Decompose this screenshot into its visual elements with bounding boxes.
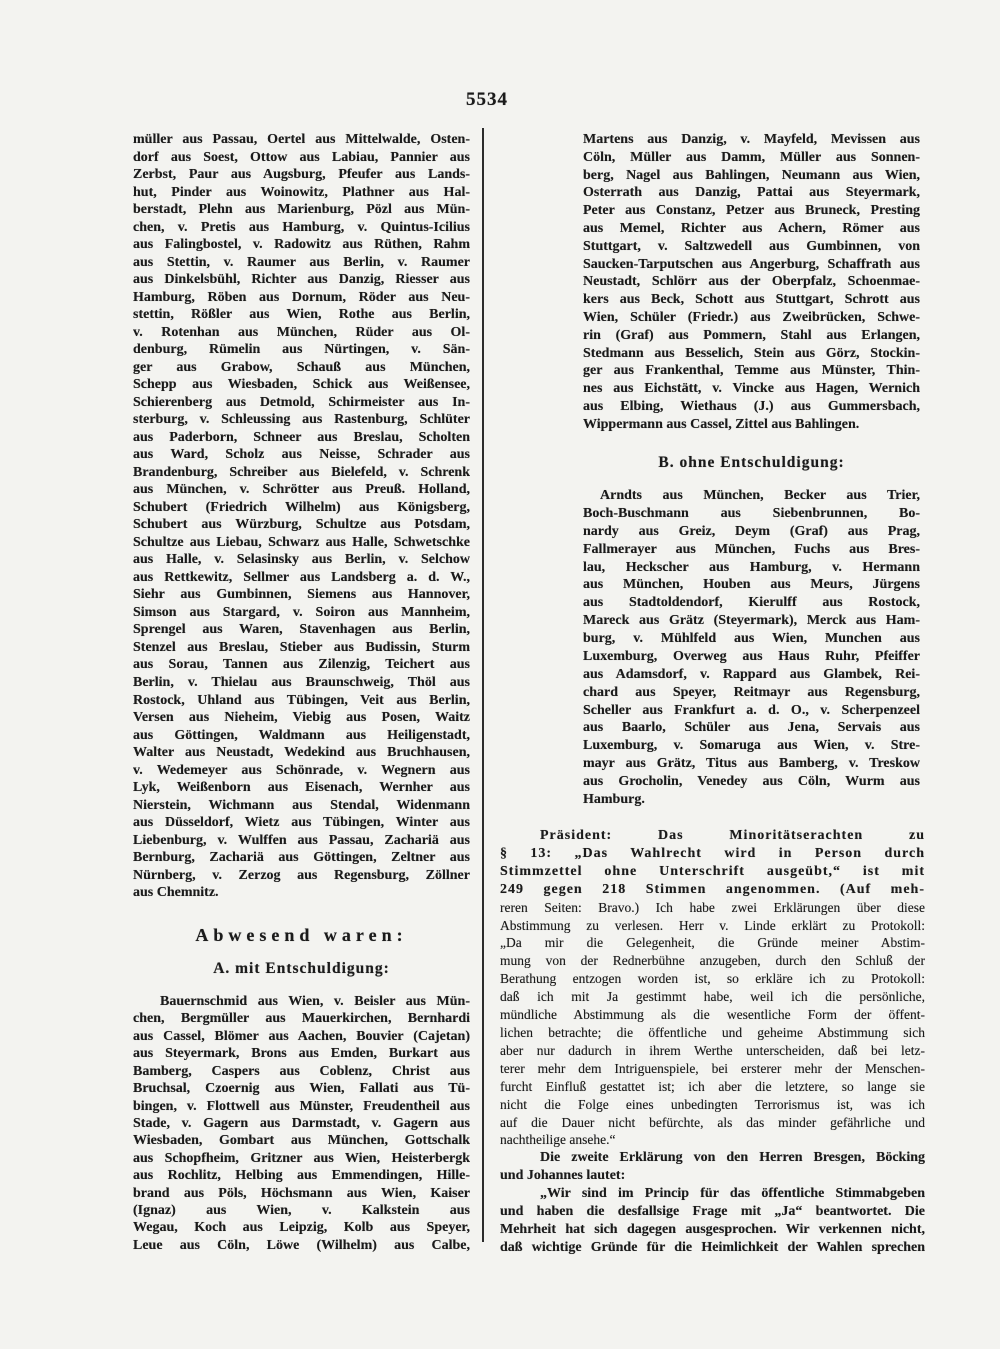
text-line: Wegau, Koch aus Leipzig, Kolb aus Speyer, <box>133 1220 470 1236</box>
text-line: aus Rochlitz, Helbing aus Emmendingen, Hille- <box>133 1168 470 1184</box>
text-line: Wiesbaden, Gombart aus München, Gottschalk <box>133 1133 470 1149</box>
text-line: Scheller aus Frankfurt a. d. O., v. Scherpenzeel <box>583 702 920 718</box>
text-line: Stenzel aus Breslau, Stieber aus Budissin, Sturm <box>133 639 470 655</box>
text-line: „Wir sind im Princip für das öffentliche Stimmabgeben <box>540 1186 925 1202</box>
text-line: aus Göttingen, Waldmann aus Heiligenstadt, <box>133 727 470 743</box>
text-line: Boch-Buschmann aus Siebenbrunnen, Bo- <box>583 505 920 521</box>
text-line: Osterrath aus Danzig, Pattai aus Steyermark, <box>583 185 920 201</box>
unexcused-members-list <box>583 487 920 809</box>
text-line: Liebenburg, v. Wulffen aus Passau, Zachariä aus <box>133 832 470 848</box>
second-declaration-quote <box>500 1185 925 1257</box>
text-line: Bruchsal, Czoernig aus Wien, Fallati aus Tü- <box>133 1081 470 1097</box>
text-line: nachtheilige ansehe.“ <box>500 1132 616 1148</box>
text-line: Neustadt, Schlörr aus der Oberpfalz, Schoenmae- <box>583 274 920 290</box>
present-members-list <box>133 131 470 902</box>
text-line: aus Steyermark, Brons aus Emden, Burkart aus <box>133 1046 470 1062</box>
president-paragraph-result <box>500 827 925 1149</box>
text-line: aber nur dadurch in ihrem Werthe unterscheiden, daß bei letz- <box>500 1042 925 1058</box>
text-line: aus Chemnitz. <box>133 885 219 901</box>
text-line: daß wichtige Gründe für die Heimlichkeit der Wahlen sprechen <box>500 1239 925 1255</box>
text-line: Versen aus Nieheim, Viebig aus Posen, Waitz <box>133 710 470 726</box>
text-line: Hamburg, Röben aus Dornum, Röder aus Neu- <box>133 289 470 305</box>
text-line: v. Wedemeyer aus Schönrade, v. Wegnern aus <box>133 762 470 778</box>
text-line: Stade, v. Gagern aus Darmstadt, v. Gagern aus <box>133 1115 470 1131</box>
text-line: Stimmzettel ohne Unterschrift ausgeübt,“ ist mit <box>500 863 925 879</box>
text-line: Berathung entzogen worden ist, so erkläre ich zu Protokoll: <box>500 971 925 987</box>
text-line: daß ich mit Ja gestimmt habe, weil ich die persönliche, <box>500 989 925 1005</box>
president-statement <box>500 827 925 1257</box>
second-declaration-intro <box>500 1149 925 1185</box>
text-line: Walter aus Neustadt, Wedekind aus Bruchhausen, <box>133 745 470 761</box>
text-line: nes aus Eichstätt, v. Vincke aus Hagen, Wernich <box>583 381 920 397</box>
text-line: terer mehr dem Intriguenspiele, bei ersterer mehr der Menschen- <box>500 1060 925 1076</box>
text-line: Die zweite Erklärung von den Herren Bresgen, Böcking <box>540 1150 925 1166</box>
excused-members-list-right <box>583 131 920 434</box>
text-line: mung von der Rednerbühne anzugeben, durch den Schluß der <box>500 953 925 969</box>
text-line: aus Baarlo, Schüler aus Jena, Servais aus <box>583 720 920 736</box>
excused-subheading: A. mit Entschuldigung: <box>213 960 390 977</box>
text-line: und haben die desfallsige Frage mit „Ja“ beantwortet. Die <box>500 1204 925 1220</box>
text-line: und Johannes lautet: <box>500 1168 626 1184</box>
text-line: Berlin, v. Thielau aus Braunschweig, Thöl aus <box>133 674 470 690</box>
text-line: Martens aus Danzig, v. Mayfeld, Mevissen aus <box>583 132 920 147</box>
text-line: Luxemburg, v. Somaruga aus Wien, v. Stre- <box>583 738 920 754</box>
text-line: Abstimmung zu verlesen. Herr v. Linde erklärt zu Protokoll: <box>500 917 925 933</box>
text-line: Bernburg, Zachariä aus Göttingen, Zeltner aus <box>133 850 470 866</box>
text-line: Hamburg. <box>583 791 645 807</box>
text-line: mündliche Abstimmung als die wesentliche Form der öffent- <box>500 1007 925 1023</box>
text-line: Nürnberg, v. Zerzog aus Regensburg, Zöllner <box>133 867 470 883</box>
text-line: lau, Heckscher aus Hamburg, v. Hermann <box>583 559 920 575</box>
text-line: nicht die Folge eines unbedingten Terrorismus ist, was ich <box>500 1096 925 1112</box>
text-line: aus Paderborn, Schneer aus Breslau, Scholten <box>133 429 470 445</box>
text-line: aus Elbing, Wiethaus (J.) aus Gummersbach, <box>583 398 920 414</box>
text-line: sterburg, v. Schleussing aus Rastenburg, Schlüter <box>133 412 470 428</box>
page-number: 5534 <box>466 89 508 110</box>
text-line: Arndts aus München, Becker aus Trier, <box>600 488 920 503</box>
text-line: müller aus Passau, Oertel aus Mittelwalde, Osten- <box>133 132 470 147</box>
text-line: Schubert aus Würzburg, Schultze aus Potsdam, <box>133 517 470 533</box>
text-line: aus München, v. Schrötter aus Preuß. Holland, <box>133 482 470 498</box>
text-line: § 13: „Das Wahlrecht wird in Person durch <box>500 845 925 861</box>
text-line: aus Grocholin, Venedey aus Cöln, Wurm aus <box>583 774 920 789</box>
text-line: Brandenburg, Schreiber aus Bielefeld, v. Schrenk <box>133 464 470 480</box>
text-line: Präsident: Das Minoritätserachten zu <box>540 828 925 843</box>
text-line: Simson aus Stargard, v. Soiron aus Mannheim, <box>133 604 470 620</box>
text-line: Sprengel aus Waren, Stavenhagen aus Berlin, <box>133 622 470 638</box>
text-line: 249 gegen 218 Stimmen angenommen. (Auf meh- <box>500 881 925 897</box>
text-line: reren Seiten: Bravo.) Ich habe zwei Erklärungen über diese <box>500 899 925 915</box>
text-line: ger aus Grabow, Schauß aus München, <box>133 359 470 375</box>
text-line: aus Rettkewitz, Sellmer aus Landsberg a. d. W., <box>133 569 470 585</box>
text-line: mayr aus Grätz, Titus aus Bamberg, v. Treskow <box>583 756 920 772</box>
text-line: aus Stettin, v. Raumer aus Berlin, v. Raumer <box>133 254 470 270</box>
text-line: berg, Nagel aus Bahlingen, Neumann aus Wien, <box>583 167 920 183</box>
excused-members-list-left <box>133 993 470 1254</box>
text-line: Bamberg, Caspers aus Coblenz, Christ aus <box>133 1063 470 1079</box>
text-line: Schepp aus Wiesbaden, Schick aus Weißensee, <box>133 377 470 393</box>
text-line: furcht Einfluß gestattet ist; ich aber die letztere, so lange sie <box>500 1078 925 1094</box>
text-line: lichen betrachte; die öffentliche und geheime Abstimmung sich <box>500 1024 925 1040</box>
text-line: aus Stadtoldendorf, Kierulff aus Rostock, <box>583 595 920 611</box>
text-line: Lyk, Weißenborn aus Eisenach, Wernher aus <box>133 780 470 796</box>
text-line: aus Sorau, Tannen aus Zilenzig, Teichert aus <box>133 657 470 673</box>
text-line: Mehrheit hat sich dagegen ausgesprochen. Wir verkennen nicht, <box>500 1221 925 1237</box>
text-line: Leue aus Cöln, Löwe (Wilhelm) aus Calbe, <box>133 1237 470 1253</box>
text-line: nardy aus Greiz, Deym (Graf) aus Prag, <box>583 523 920 539</box>
text-line: berstadt, Plehn aus Marienburg, Pözl aus Mün- <box>133 202 470 218</box>
absent-heading: Abwesend waren: <box>195 925 408 945</box>
text-line: Stuttgart, v. Saltzwedell aus Gumbinnen, von <box>583 238 920 254</box>
text-line: aus Memel, Richter aus Achern, Römer aus <box>583 220 920 236</box>
text-line: Zerbst, Paur aus Augsburg, Pfeufer aus Lands- <box>133 167 470 183</box>
text-line: Peter aus Constanz, Petzer aus Bruneck, Presting <box>583 203 920 219</box>
text-line: „Da mir die Gelegenheit, die Gründe meiner Abstim- <box>500 935 925 951</box>
text-line: burg, v. Mühlfeld aus Wien, Munchen aus <box>583 631 920 646</box>
text-line: chen, v. Pretis aus Hamburg, v. Quintus-Icilius <box>133 219 470 235</box>
text-line: bingen, v. Flottwell aus Münster, Freudentheil aus <box>133 1098 470 1114</box>
text-line: Rostock, Uhland aus Tübingen, Veit aus Berlin, <box>133 692 470 708</box>
text-line: Bauernschmid aus Wien, v. Beisler aus Mün- <box>160 994 470 1009</box>
text-line: Luxemburg, Overweg aus Haus Ruhr, Pfeiffer <box>583 648 920 664</box>
column-divider <box>482 128 484 1242</box>
text-line: v. Rotenhan aus München, Rüder aus Ol- <box>133 324 470 340</box>
text-line: Wippermann aus Cassel, Zittel aus Bahlingen. <box>583 416 860 432</box>
text-line: Mareck aus Grätz (Steyermark), Merck aus Ham- <box>583 613 920 629</box>
text-line: Saucken-Tarputschen aus Angerburg, Schaffrath aus <box>583 256 920 272</box>
text-line: brand aus Pöls, Höchsmann aus Wien, Kaiser <box>133 1185 470 1201</box>
text-line: aus Düsseldorf, Wietz aus Tübingen, Winter aus <box>133 815 470 831</box>
text-line: aus Cassel, Blömer aus Aachen, Bouvier (Cajetan) <box>133 1028 470 1044</box>
text-line: aus Adamsdorf, v. Rappard aus Glambek, Rei- <box>583 666 920 682</box>
text-line: Schultze aus Liebau, Schwarz aus Halle, Schwetschke <box>133 534 470 550</box>
text-line: hut, Pinder aus Woinowitz, Plathner aus Hal- <box>133 184 470 200</box>
text-line: dorf aus Soest, Ottow aus Labiau, Pannier aus <box>133 149 470 165</box>
text-line: rin (Graf) aus Pommern, Stahl aus Erlangen, <box>583 327 920 343</box>
text-line: Nierstein, Wichmann aus Stendal, Widenmann <box>133 797 470 813</box>
unexcused-subheading: B. ohne Entschuldigung: <box>658 454 845 471</box>
text-line: aus Falingbostel, v. Radowitz aus Rüthen, Rahm <box>133 237 470 253</box>
text-line: Cöln, Müller aus Damm, Müller aus Sonnen- <box>583 149 920 165</box>
text-line: aus München, Houben aus Meurs, Jürgens <box>583 577 920 593</box>
text-line: chen, Bergmüller aus Mauerkirchen, Bernhardi <box>133 1011 470 1027</box>
text-line: Stedmann aus Besselich, Stein aus Görz, Stockin- <box>583 345 920 361</box>
text-line: aus Halle, v. Selasinsky aus Berlin, v. Selchow <box>133 552 470 568</box>
text-line: aus Schopfheim, Gritzner aus Wien, Heisterbergk <box>133 1150 470 1166</box>
text-line: kers aus Beck, Schott aus Stuttgart, Schrott aus <box>583 292 920 308</box>
text-line: aus Dinkelsbühl, Richter aus Danzig, Riesser aus <box>133 272 470 288</box>
text-line: (Ignaz) aus Wien, v. Kalkstein aus <box>133 1203 470 1219</box>
text-line: auf die Dauer nicht befürchte, als das minder gefährliche und <box>500 1114 925 1130</box>
text-line: denburg, Rümelin aus Nürtingen, v. Sän- <box>133 342 470 358</box>
text-line: Schierenberg aus Detmold, Schirmeister aus In- <box>133 394 470 410</box>
text-line: Fallmerayer aus München, Fuchs aus Bres- <box>583 541 920 557</box>
text-line: aus Ward, Scholz aus Neisse, Schrader aus <box>133 447 470 463</box>
text-line: Wien, Schüler (Friedr.) aus Zweibrücken, Schwe- <box>583 309 920 325</box>
text-line: Siehr aus Gumbinnen, Siemens aus Hannover, <box>133 587 470 603</box>
text-line: ger aus Frankenthal, Temme aus Münster, Thin- <box>583 363 920 379</box>
text-line: stettin, Rößler aus Wien, Rothe aus Berlin, <box>133 307 470 323</box>
text-line: chard aus Speyer, Reitmayr aus Regensburg, <box>583 684 920 700</box>
text-line: Schubert (Friedrich Wilhelm) aus Königsberg, <box>133 499 470 515</box>
